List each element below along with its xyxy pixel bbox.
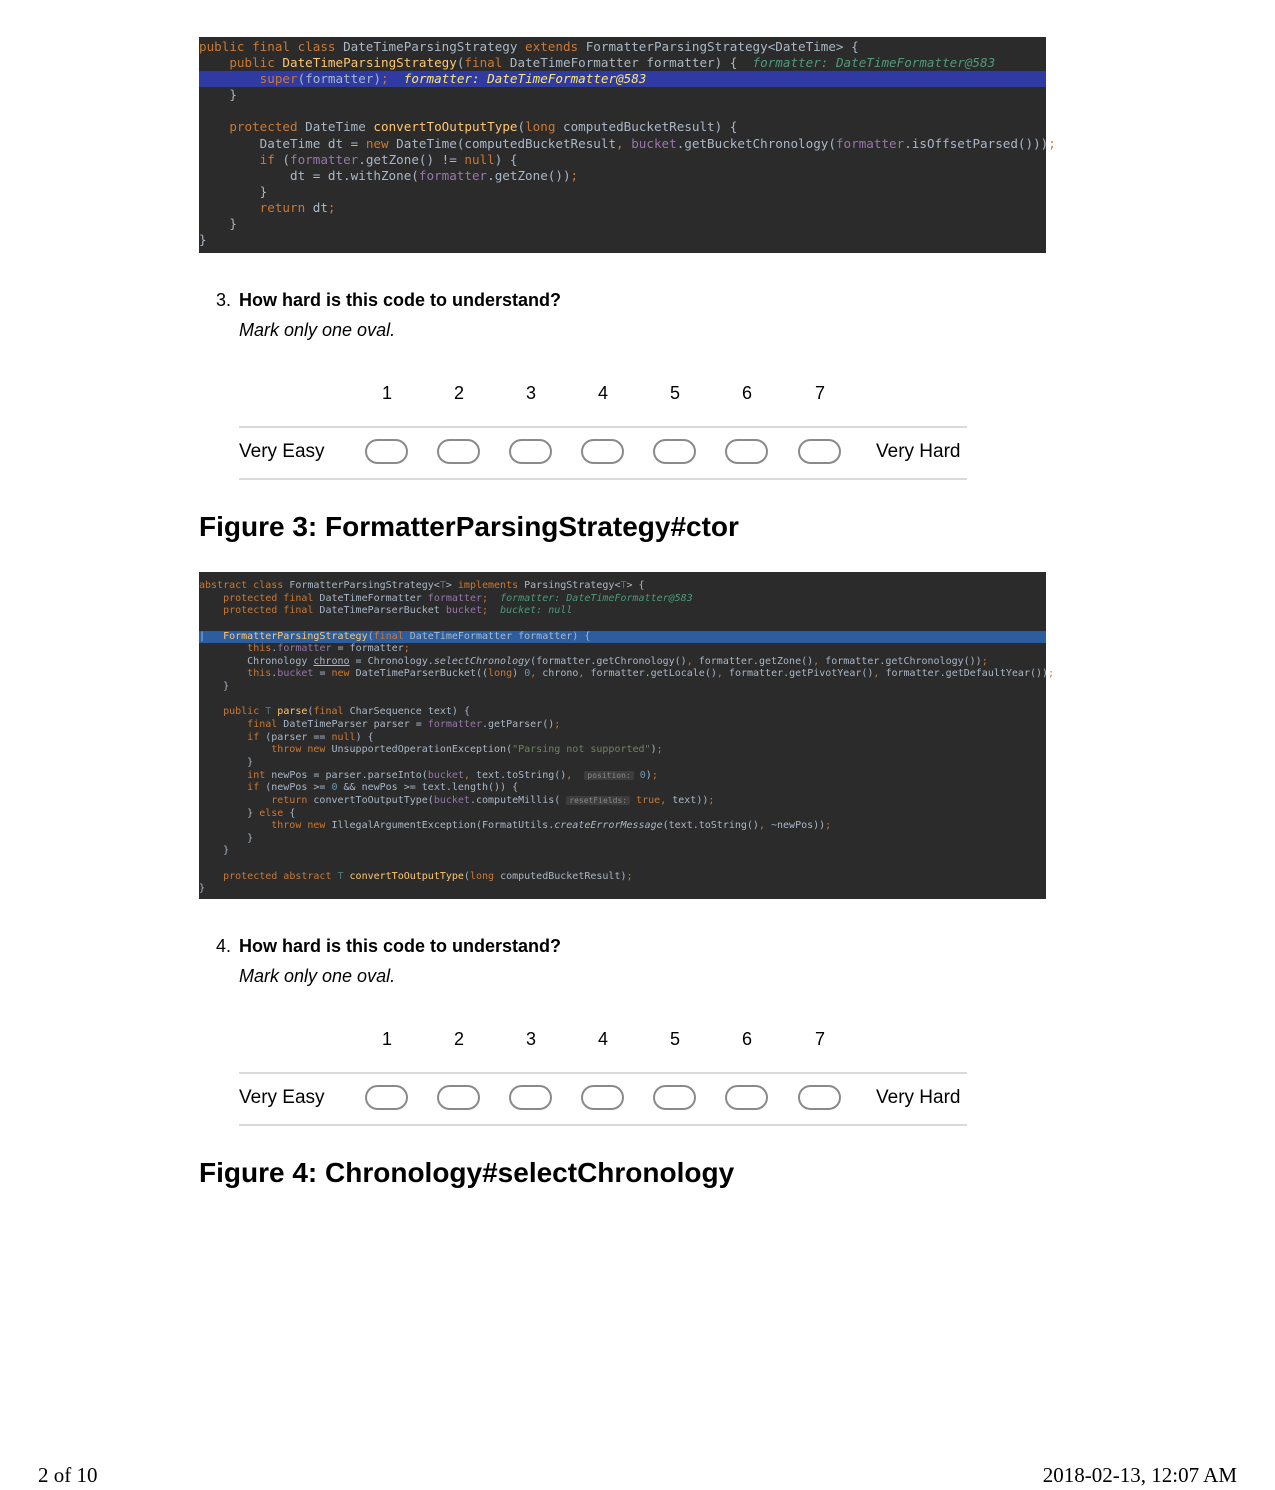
scale-label-3: 3 [525,383,536,403]
scale-label-2: 2 [453,1029,464,1049]
question-title: How hard is this code to understand? [239,290,562,310]
scale-label-5: 5 [669,1029,680,1049]
oval-option-7[interactable] [798,439,841,464]
question-hint: Mark only one oval. [239,966,396,986]
figure-4-caption: Figure 4: Chronology#selectChronology [199,1157,735,1188]
oval-option-1[interactable] [365,1085,408,1110]
divider-top [239,1072,967,1074]
divider-bottom [239,1124,967,1126]
oval-option-6[interactable] [725,1085,768,1110]
code-screenshot-datetime-parsing-strategy: public final class DateTimeParsingStrategy extends FormatterParsingStrategy<DateTime> { public DateTimeParsingStrategy(final DateTimeFormatter formatter) { formatter: DateTimeFormatter@583 super(formatter); formatter: DateTimeFormatter@583 } protected DateTime convertToOutputType(long computedBucketResult) { DateTime dt = new DateTime(computedBucketResult, bucket.getBucketChronology(formatter.isOffsetParsed())); if (formatter.getZone() != null) { dt = dt.withZone(formatter.getZone()); } return dt; } } [199,37,1046,253]
scale-label-6: 6 [741,1029,752,1049]
scale-label-1: 1 [381,1029,392,1049]
oval-option-3[interactable] [509,1085,552,1110]
question-title: How hard is this code to understand? [239,936,562,956]
scale-label-7: 7 [814,383,825,403]
oval-option-6[interactable] [725,439,768,464]
oval-option-4[interactable] [581,1085,624,1110]
oval-option-2[interactable] [437,1085,480,1110]
scale-high-label: Very Hard [876,1087,961,1108]
scale-label-6: 6 [741,383,752,403]
scale-label-4: 4 [597,383,608,403]
scale-label-5: 5 [669,383,680,403]
oval-option-5[interactable] [653,439,696,464]
question-hint: Mark only one oval. [239,320,396,340]
oval-option-4[interactable] [581,439,624,464]
scale-label-7: 7 [814,1029,825,1049]
scale-label-4: 4 [597,1029,608,1049]
print-datetime: 2018-02-13, 12:07 AM [1042,1463,1237,1487]
oval-option-3[interactable] [509,439,552,464]
scale-label-2: 2 [453,383,464,403]
divider-bottom [239,478,967,480]
figure-3-caption: Figure 3: FormatterParsingStrategy#ctor [199,511,739,542]
oval-option-1[interactable] [365,439,408,464]
oval-option-7[interactable] [798,1085,841,1110]
code-screenshot-formatter-parsing-strategy: abstract class FormatterParsingStrategy<T> implements ParsingStrategy<T> { protected final DateTimeFormatter formatter; formatter: DateTimeFormatter@583 protected final DateTimeParserBucket bucket; bucket: null | FormatterParsingStrategy(final DateTimeFormatter formatter) { this.formatter = formatter; Chronology chrono = Chronology.selectChronology(formatter.getChronology(), formatter.getZone(), formatter.getChronology()); this.bucket = new DateTimeParserBucket((long) 0, chrono, formatter.getLocale(), formatter.getPivotYear(), formatter.getDefaultYear()); } public T parse(final CharSequence text) { final DateTimeParser parser = formatter.getParser(); if (parser == null) { throw new UnsupportedOperationException("Parsing not supported"); } int newPos = parser.parseInto(bucket, text.toString(), position: 0); if (newPos >= 0 && newPos >= text.length()) { return convertToOutputType(bucket.computeMillis( resetFields: true, text)); } else { throw new IllegalArgumentException(FormatUtils.createErrorMessage(text.toString(), ~newPos)); } } protected abstract T convertToOutputType(long computedBucketResult); } [199,572,1046,899]
page-number: 2 of 10 [38,1463,98,1487]
question-number: 4. [216,936,232,956]
oval-option-5[interactable] [653,1085,696,1110]
oval-option-2[interactable] [437,439,480,464]
scale-low-label: Very Easy [239,441,325,462]
divider-top [239,426,967,428]
scale-label-3: 3 [525,1029,536,1049]
scale-label-1: 1 [381,383,392,403]
scale-high-label: Very Hard [876,441,961,462]
scale-low-label: Very Easy [239,1087,325,1108]
question-number: 3. [216,290,232,310]
